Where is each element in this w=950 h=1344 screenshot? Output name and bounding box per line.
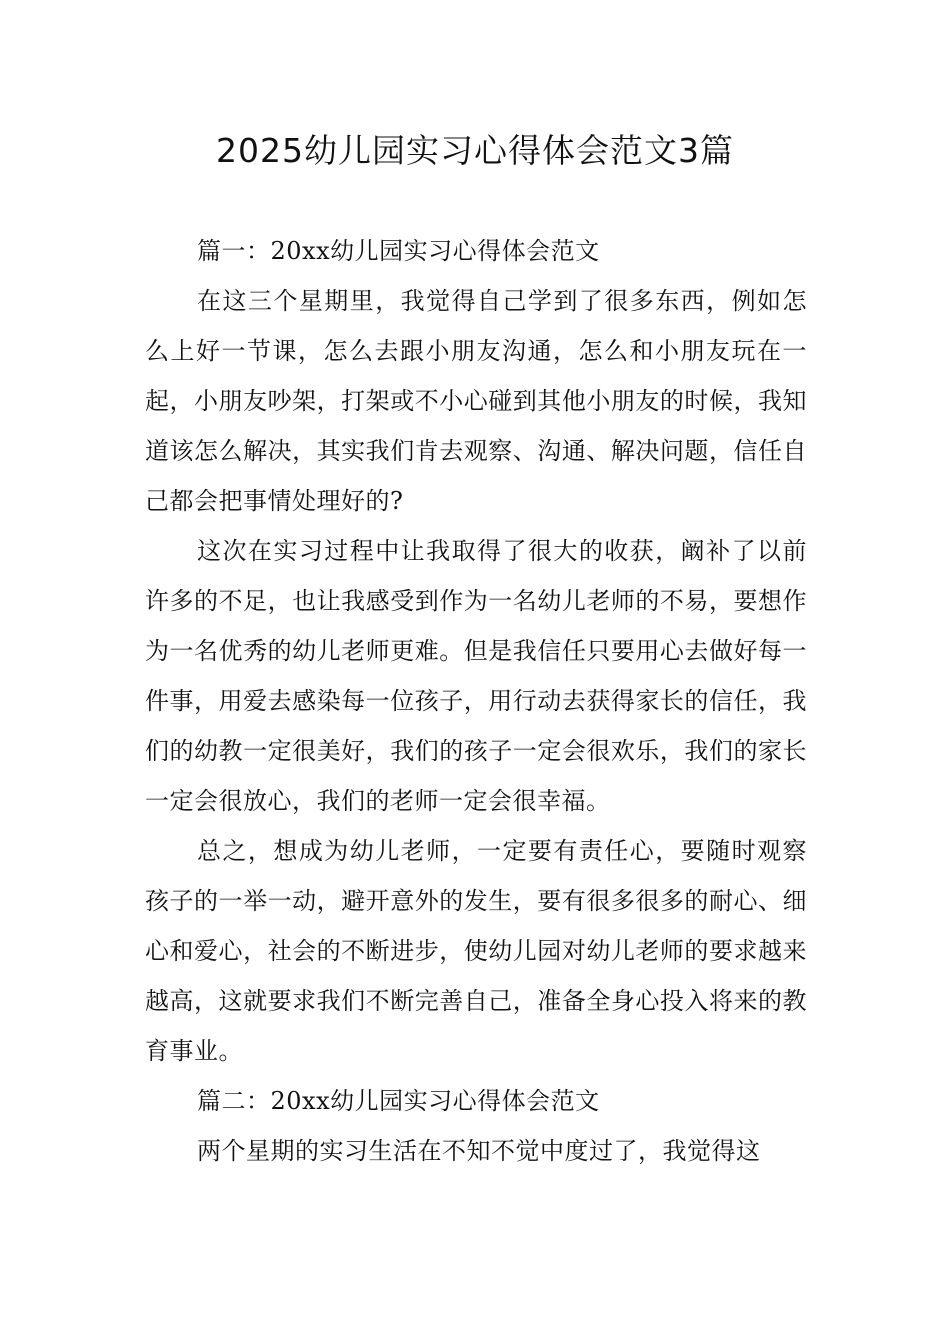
document-body xyxy=(145,226,807,1176)
section-heading-1: 篇一：20xx幼儿园实习心得体会范文 xyxy=(197,237,600,265)
paragraph: 两个星期的实习生活在不知不觉中度过了，我觉得这 xyxy=(197,1137,761,1165)
paragraph: 在这三个星期里，我觉得自己学到了很多东西，例如怎么上好一节课，怎么去跟小朋友沟通，怎么和小朋友玩在一起，小朋友吵架，打架或不小心碰到其他小朋友的时候，我知道该怎么解决，其实我们肯去观察、沟通、解决问题，信任自己都会把事情处理好的? xyxy=(145,287,807,515)
document-title: 2025幼儿园实习心得体会范文3篇 xyxy=(216,131,734,170)
paragraph: 这次在实习过程中让我取得了很大的收获，阚补了以前许多的不足，也让我感受到作为一名幼儿老师的不易，要想作为一名优秀的幼儿老师更难。但是我信任只要用心去做好每一件事，用爱去感染每一位孩子，用行动去获得家长的信任，我们的幼教一定很美好，我们的孩子一定会很欢乐，我们的家长一定会很放心，我们的老师一定会很幸福。 xyxy=(145,537,807,815)
paragraph: 总之，想成为幼儿老师，一定要有责任心，要随时观察孩子的一举一动，避开意外的发生，要有很多很多的耐心、细心和爱心，社会的不断进步，使幼儿园对幼儿老师的要求越来越高，这就要求我们不断完善自己，准备全身心投入将来的教育事业。 xyxy=(145,837,807,1065)
section-heading-2: 篇二：20xx幼儿园实习心得体会范文 xyxy=(197,1087,600,1115)
